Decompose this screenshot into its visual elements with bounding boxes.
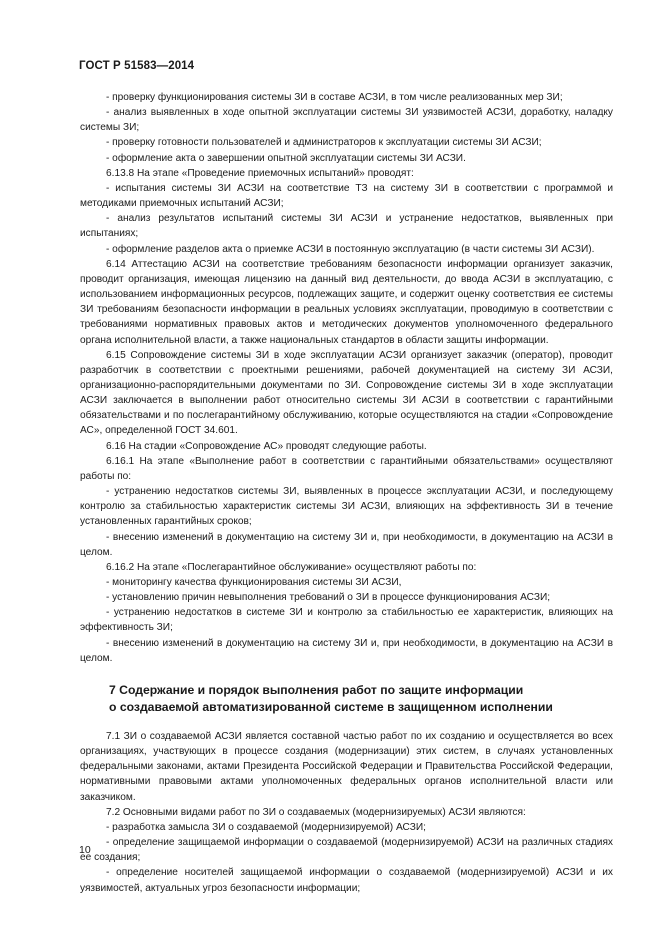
list-item: - определение защищаемой информации о создаваемой (модернизируемой) АСЗИ на различных стадиях ее создания; <box>80 837 613 864</box>
page-number: 10 <box>79 844 91 856</box>
list-item: - определение носителей защищаемой информации о создаваемой (модернизируемой) АСЗИ и их уязвимостей, актуальных угроз безопасности информации; <box>80 867 613 894</box>
list-item: - разработка замысла ЗИ о создаваемой (модернизируемой) АСЗИ; <box>106 821 426 833</box>
list-item: - анализ результатов испытаний системы ЗИ АСЗИ и устранение недостатков, выявленных при испытаниях; <box>80 213 613 240</box>
clause-6-14: 6.14 Аттестацию АСЗИ на соответствие требованиям безопасности информации организует заказчик, проводит организация, имеющая лицензию на данный вид деятельности, до ввода АСЗИ в эксплуатацию, с использованием информационных ресурсов, подлежащих защите, и содержит оценку соответствия ее системы ЗИ требованиям безопасности информации в реальных условиях эксплуатации, проводимую в соответствии с требованиями нормативных правовых актов и методических документов уполномоченного федерального органа исполнительной власти, а также национальных стандартов в области защиты информации. <box>80 258 613 346</box>
list-item: - оформление разделов акта о приемке АСЗИ в постоянную эксплуатацию (в части системы ЗИ АСЗИ). <box>106 243 595 255</box>
clause-6-16: 6.16 На стадии «Сопровождение АС» проводят следующие работы. <box>106 440 427 452</box>
clause-6-16-1: 6.16.1 На этапе «Выполнение работ в соответствии с гарантийными обязательствами» осуществляют работы по: <box>80 455 613 482</box>
list-item: - внесению изменений в документацию на систему ЗИ и, при необходимости, в документацию на АСЗИ в целом. <box>80 637 613 664</box>
list-item: - анализ выявленных в ходе опытной эксплуатации системы ЗИ уязвимостей АСЗИ, доработку, наладку системы ЗИ; <box>80 107 613 134</box>
list-item: - проверку готовности пользователей и администраторов к эксплуатации системы ЗИ АСЗИ; <box>106 137 542 149</box>
clause-7-1: 7.1 ЗИ о создаваемой АСЗИ является составной частью работ по их созданию и осуществляется во всех организациях, участвующих в процессе создания (модернизации) этих систем, в случаях установленных федеральными законами, актами Президента Российской Федерации и Правительства Российской Федерации, нормативными правовыми актами уполномоченных федеральных органов исполнительной власти или заказчиком. <box>80 730 613 803</box>
list-item: - устранению недостатков в системе ЗИ и контролю за стабильностью ее характеристик, влияющих на эффективность ЗИ; <box>80 607 613 634</box>
clause-6-15: 6.15 Сопровождение системы ЗИ в ходе эксплуатации АСЗИ организует заказчик (оператор), проводит разработчик в соответствии с проектными решениями, рабочей документацией на систему ЗИ АСЗИ, организационно-распорядительными документами по ЗИ. Сопровождение системы ЗИ в ходе эксплуатации АСЗИ заключается в выполнении работ относительно системы ЗИ АСЗИ в соответствии с гарантийными обязательствами и по послегарантийному обслуживанию, которые осуществляются на стадии «Сопровождение АС», определенной ГОСТ 34.601. <box>80 349 613 437</box>
document-body <box>80 90 613 896</box>
clause-6-13-8: 6.13.8 На этапе «Проведение приемочных испытаний» проводят: <box>106 167 414 179</box>
clause-6-16-2: 6.16.2 На этапе «Послегарантийное обслуживание» осуществляют работы по: <box>106 561 477 573</box>
section-heading-line2: о создаваемой автоматизированной системе в защищенном исполнении <box>109 699 553 714</box>
list-item: - устранению недостатков системы ЗИ, выявленных в процессе эксплуатации АСЗИ, и последующему контролю за стабильностью характеристик системы ЗИ АСЗИ, влияющих на эффективность ЗИ в течение установленных гарантийных сроков; <box>80 486 613 528</box>
section-7-heading <box>80 682 613 716</box>
list-item: - установлению причин невыполнения требований о ЗИ в процессе функционирования АСЗИ; <box>106 592 551 604</box>
standard-header: ГОСТ Р 51583—2014 <box>79 60 195 72</box>
list-item: - внесению изменений в документацию на систему ЗИ и, при необходимости, в документацию на АСЗИ в целом. <box>80 531 613 558</box>
list-item: - мониторингу качества функционирования системы ЗИ АСЗИ, <box>106 577 402 588</box>
list-item: - испытания системы ЗИ АСЗИ на соответствие ТЗ на систему ЗИ в соответствии с программой и методиками приемочных испытаний АСЗИ; <box>80 182 613 210</box>
list-item: - оформление акта о завершении опытной эксплуатации системы ЗИ АСЗИ. <box>106 152 466 164</box>
section-heading-line1: 7 Содержание и порядок выполнения работ по защите информации <box>109 682 524 697</box>
list-item: - проверку функционирования системы ЗИ в составе АСЗИ, в том числе реализованных мер ЗИ; <box>106 92 563 103</box>
clause-7-2: 7.2 Основными видами работ по ЗИ о создаваемых (модернизируемых) АСЗИ являются: <box>106 806 526 818</box>
